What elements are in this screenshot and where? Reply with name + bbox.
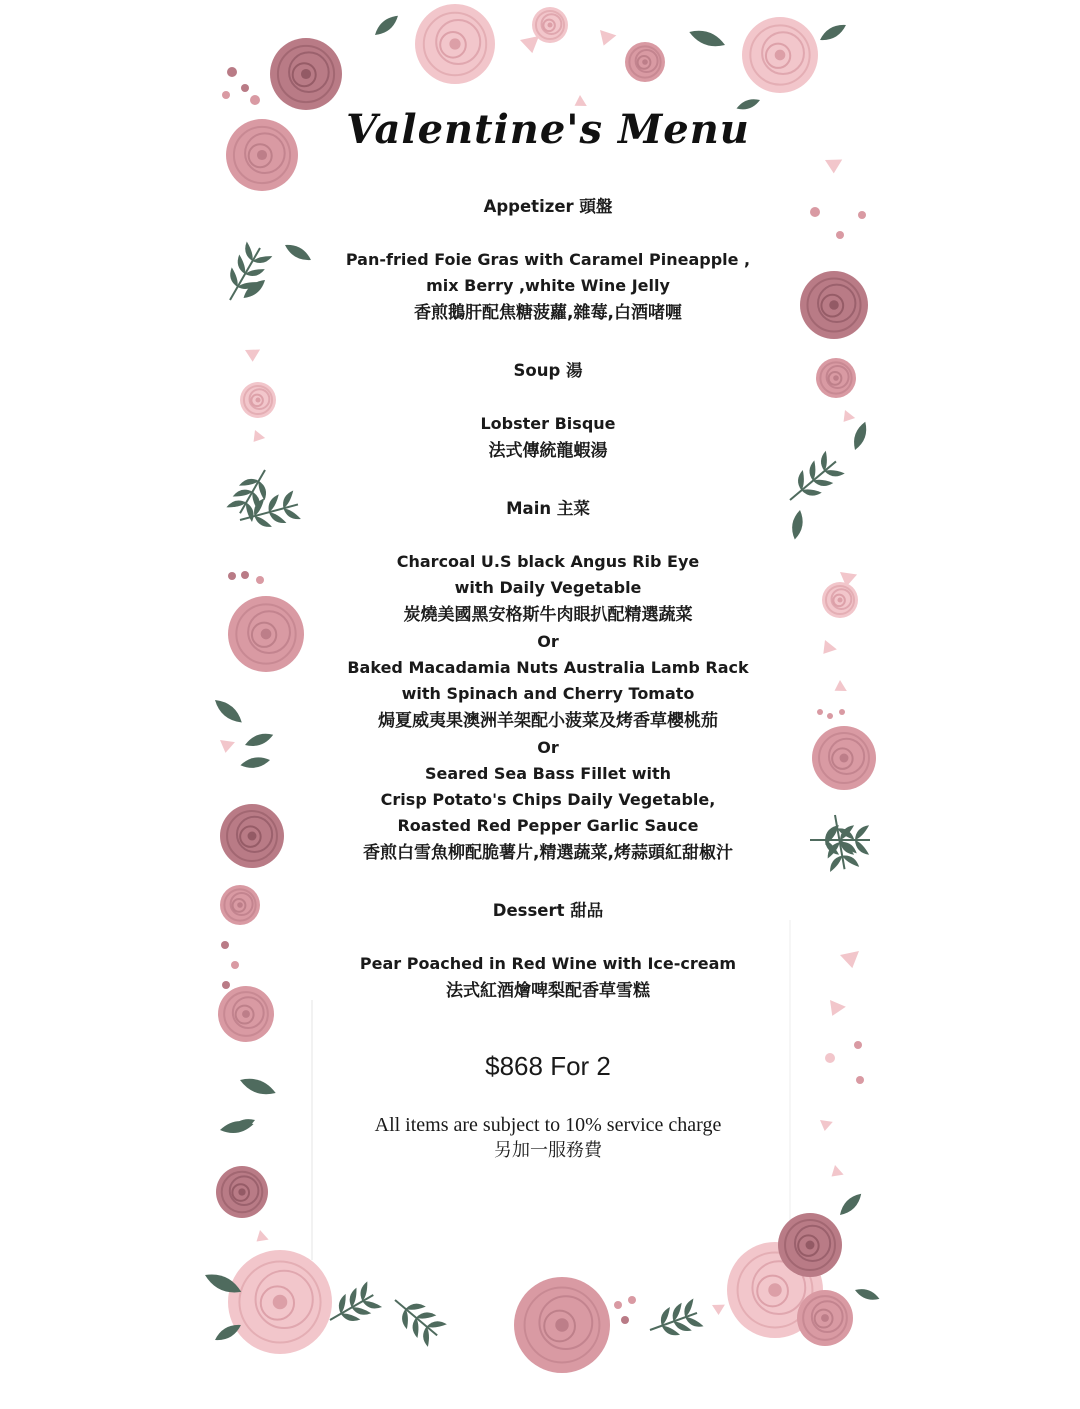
menu-item-chinese: 香煎鵝肝配焦糖菠蘿,雜莓,白酒啫喱	[414, 303, 682, 323]
berry-icon	[858, 211, 866, 219]
petal-icon	[822, 154, 843, 175]
petal-icon	[594, 25, 617, 48]
petal-icon	[216, 735, 235, 754]
berry-icon	[825, 1053, 835, 1063]
berry-icon	[227, 67, 237, 77]
rose-icon	[226, 119, 298, 191]
leaf-icon	[240, 755, 271, 770]
berry-icon	[628, 1296, 636, 1304]
rose-icon	[220, 804, 284, 868]
rose-icon	[816, 358, 856, 398]
section-dessert	[318, 897, 778, 1005]
section-appetizer	[318, 193, 778, 327]
rose-icon	[514, 1277, 610, 1373]
petal-icon	[816, 1116, 832, 1132]
section-soup	[318, 357, 778, 465]
menu-item-line: Roasted Red Pepper Garlic Sauce	[397, 816, 699, 835]
sprig-icon	[236, 488, 304, 536]
rose-icon	[218, 986, 274, 1042]
berry-icon	[836, 231, 844, 239]
rose-icon	[228, 596, 304, 672]
berry-icon	[228, 572, 236, 580]
berry-icon	[250, 95, 260, 105]
leaf-icon	[687, 26, 727, 51]
petal-icon	[242, 345, 260, 363]
petal-icon	[833, 679, 847, 693]
berry-icon	[241, 571, 249, 579]
menu-or-separator: Or	[537, 738, 559, 757]
leaf-icon	[283, 241, 314, 265]
service-charge-note: All items are subject to 10% service charge	[374, 1114, 722, 1136]
berry-icon	[241, 84, 249, 92]
menu-or-separator: Or	[537, 632, 559, 651]
berry-icon	[231, 961, 239, 969]
menu-item-chinese: 焗夏威夷果澳洲羊架配小菠菜及烤香草櫻桃茄	[378, 711, 718, 731]
berry-icon	[827, 713, 833, 719]
menu-item-chinese: 法式傳統龍蝦湯	[488, 441, 608, 461]
menu-item-line: Lobster Bisque	[480, 414, 616, 433]
berry-icon	[222, 91, 230, 99]
rose-icon	[812, 726, 876, 790]
petal-icon	[249, 428, 265, 444]
petal-icon	[838, 948, 859, 969]
menu-item-chinese: 香煎白雪魚柳配脆薯片,精選蔬菜,烤蒜頭紅甜椒汁	[363, 843, 733, 863]
berry-icon	[856, 1076, 864, 1084]
rose-icon	[240, 382, 276, 418]
menu-price: $868 For 2	[485, 1051, 611, 1081]
petal-icon	[253, 1228, 268, 1243]
leaf-icon	[818, 21, 849, 45]
menu-title: Valentine's Menu	[346, 106, 750, 153]
berry-icon	[614, 1301, 622, 1309]
section-main	[318, 495, 778, 867]
leaf-icon	[238, 1074, 278, 1099]
rose-icon	[625, 42, 665, 82]
leaf-icon	[211, 696, 245, 727]
leaf-icon	[850, 420, 870, 452]
berry-icon	[839, 709, 845, 715]
menu-item-chinese: 炭燒美國黑安格斯牛肉眼扒配精選蔬菜	[403, 605, 693, 625]
section-heading-appetizer: Appetizer 頭盤	[483, 197, 613, 216]
menu-item-line: Crisp Potato's Chips Daily Vegetable,	[380, 790, 716, 809]
menu-item-line: Pear Poached in Red Wine with Ice-cream	[359, 954, 737, 973]
section-heading-soup: Soup 湯	[513, 361, 583, 380]
menu-item-line: Seared Sea Bass Fillet with	[424, 764, 672, 783]
menu-content	[318, 92, 778, 1164]
rose-icon	[800, 271, 868, 339]
sprig-icon	[779, 448, 848, 513]
berry-icon	[221, 941, 229, 949]
menu-item-line: Pan-fried Foie Gras with Caramel Pineapple ,	[345, 250, 751, 269]
rose-icon	[797, 1290, 853, 1346]
petal-icon	[828, 1163, 843, 1178]
petal-icon	[818, 637, 837, 656]
rose-icon	[228, 1250, 332, 1354]
section-heading-dessert: Dessert 甜品	[492, 901, 604, 920]
section-heading-main: Main 主菜	[506, 499, 590, 518]
service-charge-note-chinese: 另加一服務費	[494, 1140, 602, 1161]
rose-icon	[220, 885, 260, 925]
leaf-icon	[790, 509, 805, 540]
rose-icon	[822, 582, 858, 618]
petal-icon	[839, 408, 855, 424]
berry-icon	[810, 207, 820, 217]
rose-icon	[778, 1213, 842, 1277]
menu-item-line: with Spinach and Cherry Tomato	[401, 684, 695, 703]
leaf-icon	[243, 730, 275, 750]
sprig-icon	[644, 1296, 706, 1346]
berry-icon	[817, 709, 823, 715]
rose-icon	[216, 1166, 268, 1218]
berry-icon	[256, 576, 264, 584]
sprig-icon	[216, 238, 276, 308]
sprig-icon	[384, 1287, 450, 1350]
berry-icon	[222, 981, 230, 989]
menu-item-chinese: 法式紅酒燴啤梨配香草雪糕	[446, 981, 650, 1001]
leaf-icon	[241, 276, 268, 301]
leaf-icon	[854, 1286, 881, 1303]
menu-item-line: Baked Macadamia Nuts Australia Lamb Rack	[347, 658, 749, 677]
menu-item-line: mix Berry ,white Wine Jelly	[426, 276, 670, 295]
berry-icon	[621, 1316, 629, 1324]
menu-item-line: with Daily Vegetable	[454, 578, 642, 597]
leaf-icon	[836, 1190, 864, 1218]
rose-icon	[742, 17, 818, 93]
petal-icon	[823, 995, 846, 1018]
rose-icon	[415, 4, 495, 84]
berry-icon	[854, 1041, 862, 1049]
petal-icon	[710, 1300, 725, 1315]
sprig-icon	[819, 812, 862, 875]
menu-item-line: Charcoal U.S black Angus Rib Eye	[396, 552, 700, 571]
leaf-icon	[372, 12, 401, 39]
